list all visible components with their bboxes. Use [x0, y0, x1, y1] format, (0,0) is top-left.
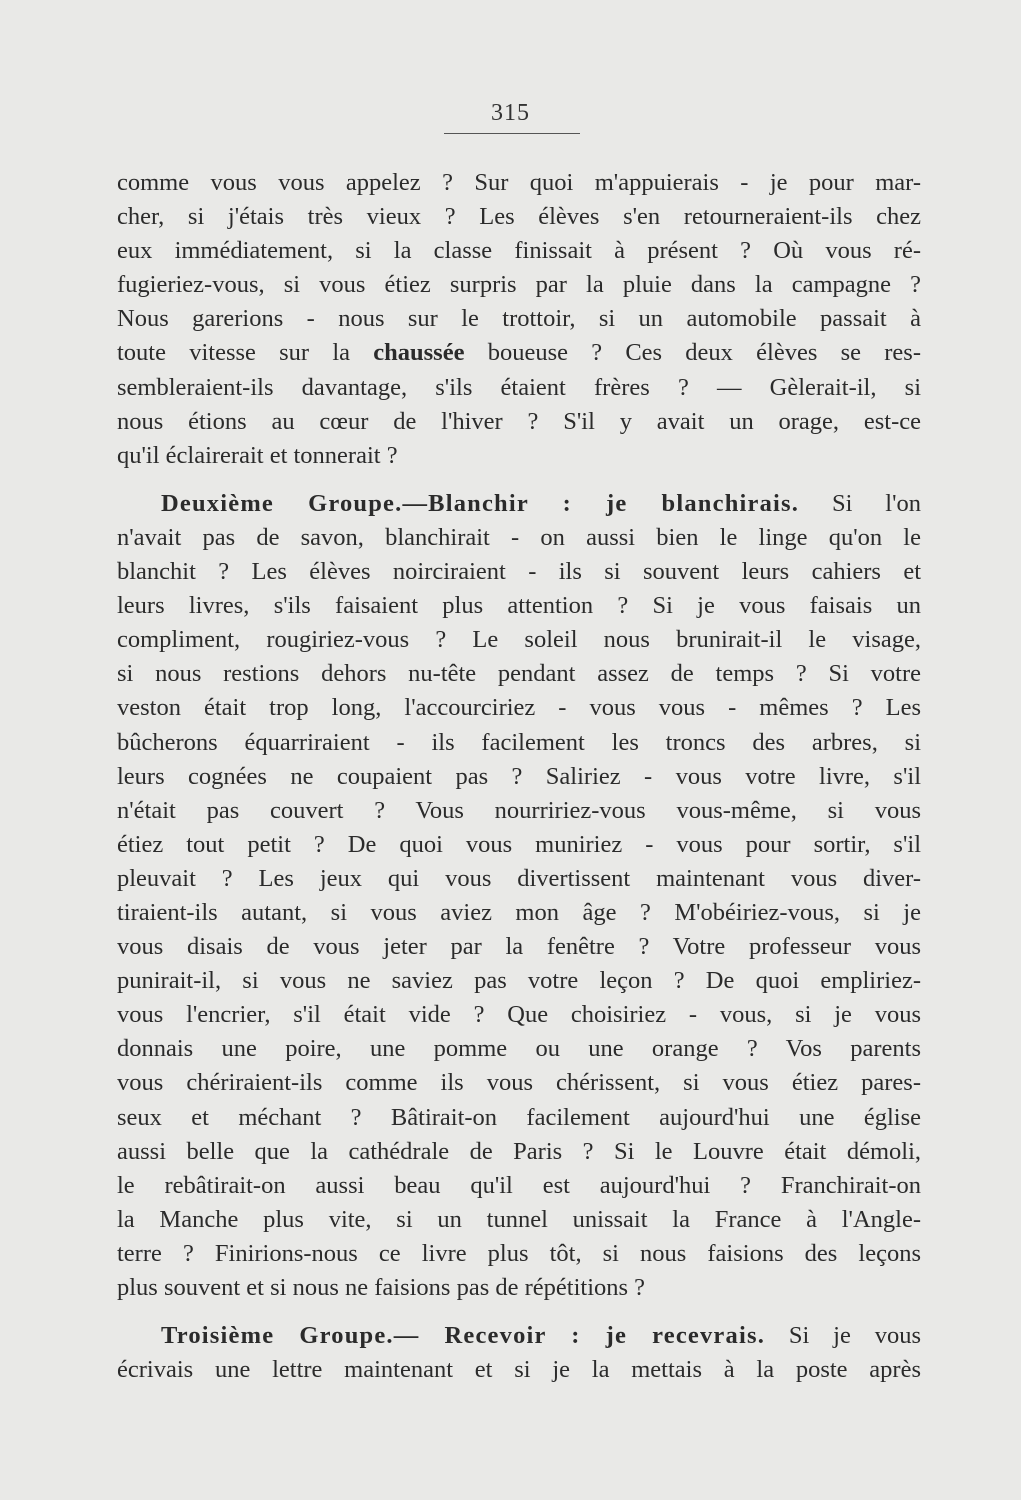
text-line: toute vitesse sur la chaussée boueuse ? Ces deux élèves se res- — [117, 339, 921, 367]
text-line: seux et méchant ? Bâtirait-on facilement aujourd'hui une église — [117, 1103, 921, 1131]
paragraph-3 — [117, 1319, 921, 1387]
text-line: écrivais une lettre maintenant et si je la mettais à la poste après — [117, 1356, 921, 1384]
text-line: vous chériraient-ils comme ils vous chérissent, si vous étiez pares- — [117, 1069, 921, 1097]
text-line: donnais une poire, une pomme ou une orange ? Vos parents — [117, 1035, 921, 1063]
text-line: la Manche plus vite, si un tunnel unissait la France à l'Angle- — [117, 1205, 921, 1233]
section-heading-troisieme-groupe: Troisième Groupe.— Recevoir : je recevrais. — [161, 1322, 766, 1350]
text-line: bûcherons équarriraient - ils facilement les troncs des arbres, si — [117, 728, 921, 756]
text-line: blanchit ? Les élèves noirciraient - ils si souvent leurs cahiers et — [117, 558, 921, 586]
text-line: Nous garerions - nous sur le trottoir, si un automobile passait à — [117, 305, 921, 333]
text-fragment: Si je vous — [788, 1322, 921, 1350]
header-rule — [444, 133, 580, 134]
text-line: cher, si j'étais très vieux ? Les élèves s'en retourneraient-ils chez — [117, 203, 921, 231]
text-line: leurs livres, s'ils faisaient plus attention ? Si je vous faisais un — [117, 592, 921, 620]
emphasized-word: chaussée — [373, 339, 465, 367]
text-line: qu'il éclairerait et tonnerait ? — [117, 441, 398, 469]
paragraph-3-first-line — [117, 1319, 921, 1353]
text-line: sembleraient-ils davantage, s'ils étaient frères ? — Gèlerait-il, si — [117, 373, 921, 401]
text-line: compliment, rougiriez-vous ? Le soleil nous brunirait-il le visage, — [117, 626, 921, 654]
text-line: terre ? Finirions-nous ce livre plus tôt, si nous faisions des leçons — [117, 1239, 921, 1267]
body-text — [117, 166, 921, 1387]
text-line: comme vous vous appelez ? Sur quoi m'appuierais - je pour mar- — [117, 169, 921, 196]
text-line: n'était pas couvert ? Vous nourririez-vous vous-même, si vous — [117, 796, 921, 824]
text-line: aussi belle que la cathédrale de Paris ? Si le Louvre était démoli, — [117, 1137, 921, 1165]
page-number: 315 — [491, 100, 530, 126]
text-line: si nous restions dehors nu-tête pendant assez de temps ? Si votre — [117, 660, 921, 688]
text-line: fugieriez-vous, si vous étiez surpris par la pluie dans la campagne ? — [117, 271, 921, 299]
section-heading-deuxieme-groupe: Deuxième Groupe.—Blanchir : je blanchirais. — [161, 489, 800, 517]
text-line: n'avait pas de savon, blanchirait - on aussi bien le linge qu'on le — [117, 523, 921, 551]
paragraph-2 — [117, 487, 921, 1305]
text-line: pleuvait ? Les jeux qui vous divertissent maintenant vous diver- — [117, 864, 921, 892]
text-line: vous l'encrier, s'il était vide ? Que choisiriez - vous, si je vous — [117, 1001, 921, 1029]
text-line: veston était trop long, l'accourciriez - vous vous - mêmes ? Les — [117, 694, 921, 722]
text-line: tiraient-ils autant, si vous aviez mon âge ? M'obéiriez-vous, si je — [117, 898, 921, 926]
text-line: plus souvent et si nous ne faisions pas de répétitions ? — [117, 1274, 646, 1301]
text-fragment: Si l'on — [832, 489, 922, 517]
text-line: vous disais de vous jeter par la fenêtre ? Votre professeur vous — [117, 933, 921, 961]
text-line: le rebâtirait-on aussi beau qu'il est aujourd'hui ? Franchirait-on — [117, 1171, 921, 1199]
text-line: nous étions au cœur de l'hiver ? S'il y avait un orage, est-ce — [117, 407, 921, 435]
text-line: punirait-il, si vous ne saviez pas votre leçon ? De quoi empliriez- — [117, 967, 921, 995]
text-line: leurs cognées ne coupaient pas ? Saliriez - vous votre livre, s'il — [117, 762, 921, 790]
paragraph-2-first-line — [117, 487, 921, 521]
text-line: eux immédiatement, si la classe finissait à présent ? Où vous ré- — [117, 237, 921, 265]
text-line: étiez tout petit ? De quoi vous muniriez - vous pour sortir, s'il — [117, 830, 921, 858]
paragraph-1 — [117, 166, 921, 473]
